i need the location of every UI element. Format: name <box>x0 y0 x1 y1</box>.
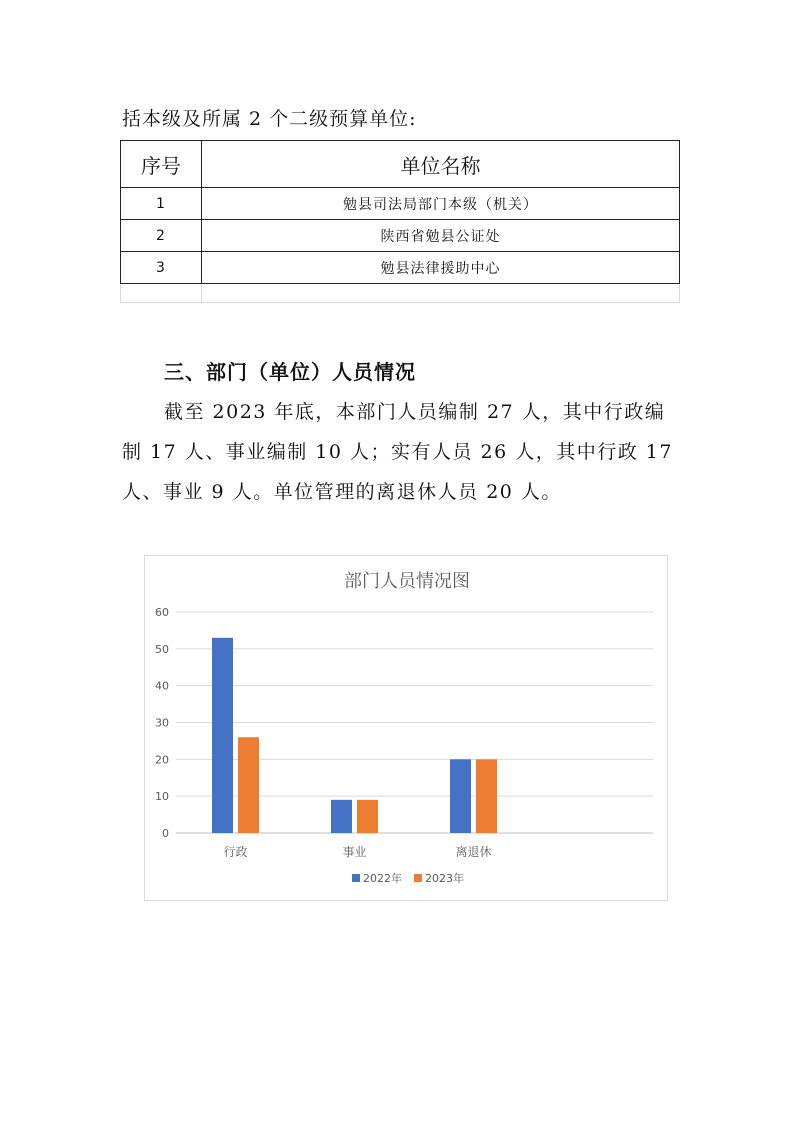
row-serial-number: 3 <box>121 252 202 284</box>
staff-chart <box>144 555 668 901</box>
table-header-row <box>121 141 680 188</box>
table-empty-row <box>121 284 680 303</box>
row-serial-number: 1 <box>121 188 202 220</box>
y-tick-label: 40 <box>155 679 169 693</box>
bars <box>212 638 497 833</box>
row-unit-name: 勉县司法局部门本级（机关） <box>202 188 680 220</box>
y-tick-label: 0 <box>162 827 169 840</box>
header-unit-name: 单位名称 <box>202 141 680 188</box>
legend <box>352 871 464 885</box>
header-serial-number: 序号 <box>121 141 202 188</box>
x-category-label: 行政 <box>223 845 248 859</box>
bar-series-b <box>476 759 497 833</box>
y-axis-ticks <box>155 606 169 840</box>
x-category-label: 事业 <box>342 845 367 859</box>
legend-swatch <box>414 874 422 882</box>
table-row <box>121 220 680 252</box>
y-tick-label: 10 <box>155 790 169 804</box>
y-tick-label: 60 <box>155 606 169 619</box>
row-unit-name: 勉县法律援助中心 <box>202 252 680 284</box>
chart-svg <box>145 556 669 902</box>
bar-series-b <box>357 800 378 833</box>
x-axis-categories <box>223 844 491 859</box>
staffing-paragraph: 截至 2023 年底，本部门人员编制 27 人，其中行政编制 17 人、事业编制 10 人；实有人员 26 人，其中行政 17 人、事业 9 人。单位管理的离退休人员 20 人。 <box>122 401 673 503</box>
y-tick-label: 20 <box>155 753 169 767</box>
legend-label: 2023年 <box>425 872 464 885</box>
budget-units-table <box>120 140 680 303</box>
chart-title: 部门人员情况图 <box>344 571 470 592</box>
section-heading: 三、部门（单位）人员情况 <box>164 360 416 384</box>
y-tick-label: 30 <box>155 716 169 730</box>
legend-swatch <box>352 874 360 882</box>
empty-cell <box>202 284 680 303</box>
row-serial-number: 2 <box>121 220 202 252</box>
bar-series-b <box>238 737 259 833</box>
legend-label: 2022年 <box>363 872 402 885</box>
bar-series-a <box>331 800 352 833</box>
row-unit-name: 陕西省勉县公证处 <box>202 220 680 252</box>
empty-cell <box>121 284 202 303</box>
table-row <box>121 252 680 284</box>
y-tick-label: 50 <box>155 642 169 656</box>
bar-series-a <box>212 638 233 833</box>
table-row <box>121 188 680 220</box>
x-category-label: 离退休 <box>455 845 492 859</box>
bar-series-a <box>450 759 471 833</box>
intro-text: 括本级及所属 2 个二级预算单位: <box>122 108 417 130</box>
